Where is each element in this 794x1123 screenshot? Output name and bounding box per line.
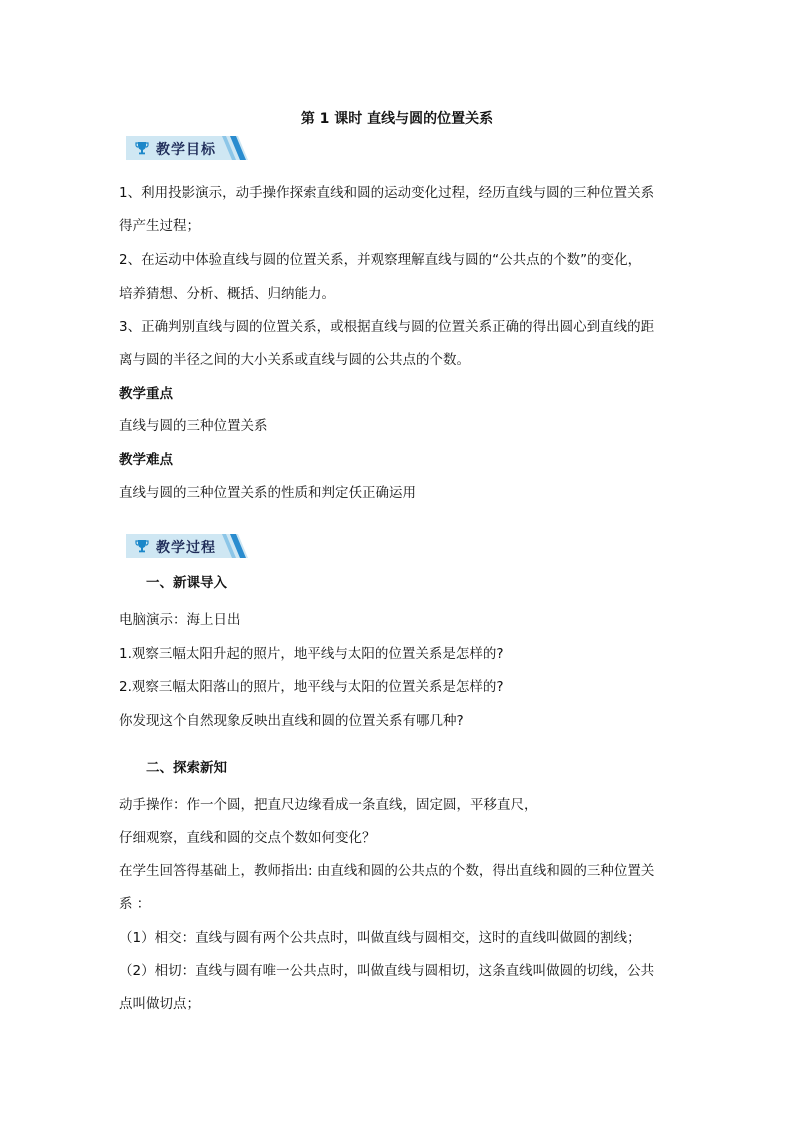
demo-text: 电脑演示：海上日出 [119,612,241,628]
question-1: 1.观察三幅太阳升起的照片，地平线与太阳的位置关系是怎样的? [119,646,504,662]
teacher-line-1: 在学生回答得基础上，教师指出: 由直线和圆的公共点的个数，得出直线和圆的三种位置关 [119,863,655,879]
question-3: 你发现这个自然现象反映出直线和圆的位置关系有哪几种? [119,713,464,729]
difficulty-heading: 教学难点 [119,452,173,468]
goal-3-line-1: 3、正确判别直线与圆的位置关系，或根据直线与圆的位置关系正确的得出圆心到直线的距 [119,319,655,335]
goal-1-line-1: 1、利用投影演示，动手操作探索直线和圆的运动变化过程，经历直线与圆的三种位置关系 [119,185,655,201]
teacher-line-2: 系 ： [119,896,151,912]
relation-intersect: （1）相交：直线与圆有两个公共点时，叫做直线与圆相交，这时的直线叫做圆的割线； [119,930,641,946]
section-label: 教学目标 [156,142,216,158]
page-title: 第 1 课时 直线与圆的位置关系 [300,111,494,127]
key-point-heading: 教学重点 [119,386,173,402]
operation-line-1: 动手操作：作一个圆，把直尺边缘看成一条直线，固定圆，平移直尺， [119,797,538,813]
section-label: 教学过程 [156,540,216,556]
goal-2-line-2: 培养猜想、分析、概括、归纳能力。 [119,286,335,302]
goal-2-line-1: 2、在运动中体验直线与圆的位置关系，并观察理解直线与圆的“公共点的个数”的变化， [119,252,642,268]
relation-tangent-line-2: 点叫做切点； [119,996,200,1012]
operation-line-2: 仔细观察，直线和圆的交点个数如何变化？ [119,830,376,846]
difficulty-text: 直线与圆的三种位置关系的性质和判定仸正确运用 [119,485,416,501]
key-point-text: 直线与圆的三种位置关系 [119,418,268,434]
part-1-heading: 一、新课导入 [146,575,227,591]
section-header-process [126,534,248,558]
section-header-goals [126,136,248,160]
relation-tangent-line-1: （2）相切：直线与圆有唯一公共点时，叫做直线与圆相切，这条直线叫做圆的切线，公共 [119,963,655,979]
question-2: 2.观察三幅太阳落山的照片，地平线与太阳的位置关系是怎样的? [119,679,504,695]
goal-3-line-2: 离与圆的半径之间的大小关系或直线与圆的公共点的个数。 [119,352,470,368]
trophy-icon [134,538,150,554]
trophy-icon [134,140,150,156]
goal-1-line-2: 得产生过程； [119,218,200,234]
part-2-heading: 二、探索新知 [146,760,227,776]
